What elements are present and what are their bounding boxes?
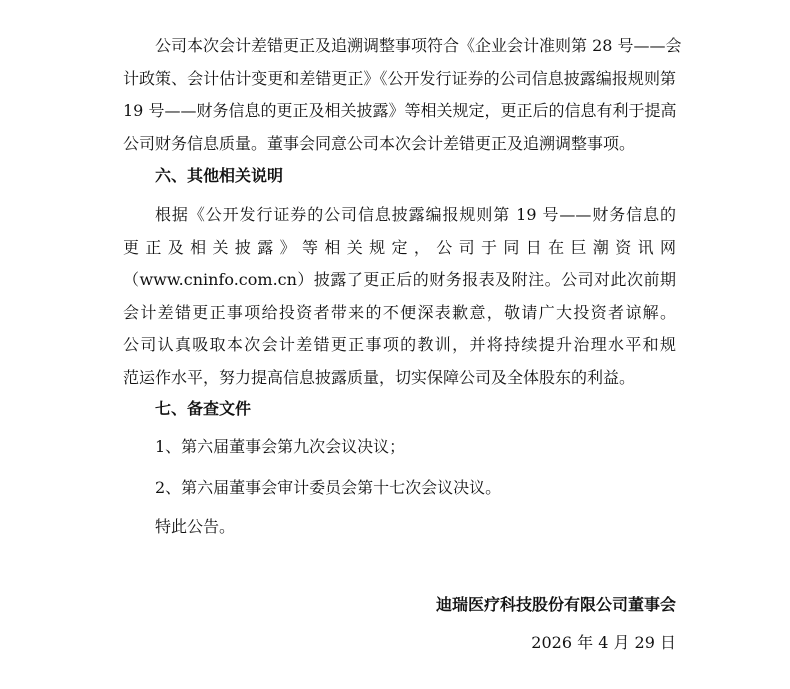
- paragraph-compliance: [123, 30, 682, 160]
- reference-doc-item: 1、第六届董事会第九次会议决议；: [155, 437, 406, 456]
- paragraph-other-notes: [123, 199, 676, 394]
- section-heading-other-notes: 六、其他相关说明: [155, 166, 284, 185]
- paragraph-line: 公司认真吸取本次会计差错更正事项的教训，并将持续提升治理水平和规: [123, 335, 676, 354]
- paragraph-line: （www.cninfo.com.cn）披露了更正后的财务报表及附注。公司对此次前期: [123, 270, 676, 289]
- section-heading-reference-docs: 七、备查文件: [155, 399, 252, 418]
- paragraph-line: 公司本次会计差错更正及追溯调整事项符合《企业会计准则第 28 号——会: [155, 36, 682, 55]
- paragraph-line: 根据《公开发行证券的公司信息披露编报规则第 19 号——财务信息的: [155, 205, 676, 224]
- paragraph-line: 会计差错更正事项给投资者带来的不便深表歉意，敬请广大投资者谅解。: [123, 302, 676, 322]
- paragraph-line: 公司财务信息质量。董事会同意公司本次会计差错更正及追溯调整事项。: [123, 133, 636, 153]
- paragraph-line: 19 号——财务信息的更正及相关披露》等相关规定，更正后的信息有利于提高: [123, 101, 677, 120]
- paragraph-line: 更 正 及 相 关 披 露 》 等 相 关 规 定 ， 公 司 于 同 日 在 巨 潮 资 讯 网: [123, 237, 676, 257]
- reference-doc-item: 2、第六届董事会审计委员会第十七次会议决议。: [155, 478, 502, 497]
- paragraph-line: 计政策、会计估计变更和差错更正》《公开发行证券的公司信息披露编报规则第: [123, 68, 676, 88]
- signature-date: 2026 年 4 月 29 日: [531, 633, 676, 652]
- signature-company: 迪瑞医疗科技股份有限公司董事会: [435, 595, 676, 614]
- closing-text: 特此公告。: [155, 517, 236, 536]
- paragraph-line: 范运作水平，努力提高信息披露质量，切实保障公司及全体股东的利益。: [123, 367, 636, 387]
